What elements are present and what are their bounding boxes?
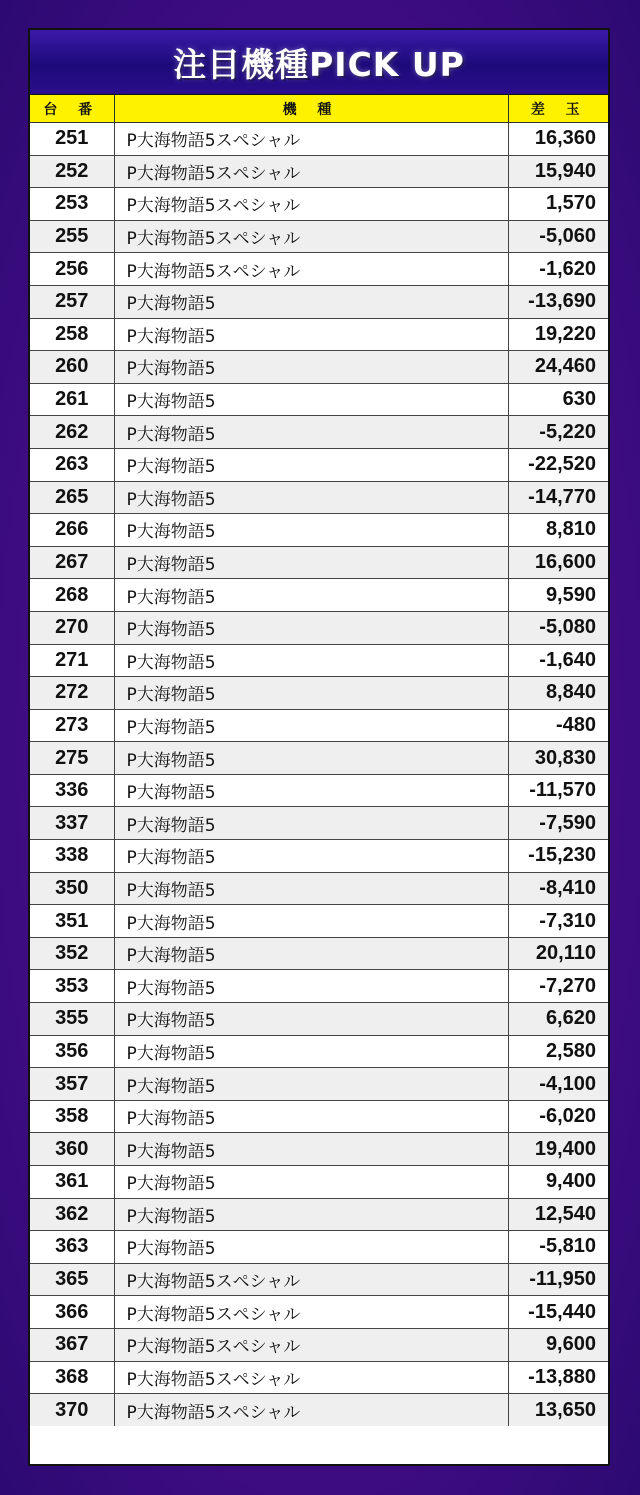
- table-row: [30, 677, 610, 710]
- ball-difference: 16,600: [508, 546, 610, 579]
- table-row: [30, 123, 610, 156]
- machine-type: P大海物語5: [114, 937, 508, 970]
- table-row: [30, 1296, 610, 1329]
- table-row: [30, 872, 610, 905]
- machine-number: 268: [30, 579, 114, 612]
- table-row: [30, 807, 610, 840]
- machine-type: P大海物語5: [114, 285, 508, 318]
- ball-difference: -5,060: [508, 220, 610, 253]
- ball-difference: 9,600: [508, 1328, 610, 1361]
- machine-number: 337: [30, 807, 114, 840]
- machine-number: 368: [30, 1361, 114, 1394]
- table-row: [30, 579, 610, 612]
- table-row: [30, 253, 610, 286]
- table-row: [30, 188, 610, 221]
- table-row: [30, 220, 610, 253]
- machine-type: P大海物語5: [114, 1035, 508, 1068]
- title-bar: [30, 30, 608, 95]
- machine-number: 262: [30, 416, 114, 449]
- table-row: [30, 1394, 610, 1427]
- ball-difference: 19,400: [508, 1133, 610, 1166]
- machine-type: P大海物語5スペシャル: [114, 155, 508, 188]
- pickup-card: [28, 28, 610, 1466]
- machine-number: 355: [30, 1003, 114, 1036]
- machine-type: P大海物語5: [114, 1003, 508, 1036]
- machine-number: 261: [30, 383, 114, 416]
- machine-type: P大海物語5スペシャル: [114, 123, 508, 156]
- machine-number: 270: [30, 611, 114, 644]
- machine-type: P大海物語5: [114, 1231, 508, 1264]
- machine-type: P大海物語5スペシャル: [114, 1361, 508, 1394]
- ball-difference: -4,100: [508, 1068, 610, 1101]
- ball-difference: -13,690: [508, 285, 610, 318]
- ball-difference: -11,570: [508, 774, 610, 807]
- ball-difference: -480: [508, 709, 610, 742]
- ball-difference: 630: [508, 383, 610, 416]
- machine-type: P大海物語5スペシャル: [114, 1263, 508, 1296]
- machine-number: 258: [30, 318, 114, 351]
- ball-difference: 8,840: [508, 677, 610, 710]
- machine-type: P大海物語5: [114, 709, 508, 742]
- table-row: [30, 905, 610, 938]
- machine-type: P大海物語5スペシャル: [114, 220, 508, 253]
- table-row: [30, 1166, 610, 1199]
- machine-number: 370: [30, 1394, 114, 1427]
- ball-difference: 15,940: [508, 155, 610, 188]
- machine-number: 357: [30, 1068, 114, 1101]
- machine-type: P大海物語5: [114, 905, 508, 938]
- machine-number: 252: [30, 155, 114, 188]
- table-row: [30, 1068, 610, 1101]
- machine-type: P大海物語5: [114, 840, 508, 873]
- machine-number: 251: [30, 123, 114, 156]
- table-row: [30, 383, 610, 416]
- machine-number: 256: [30, 253, 114, 286]
- ball-difference: -6,020: [508, 1100, 610, 1133]
- machine-number: 266: [30, 514, 114, 547]
- ball-difference: 6,620: [508, 1003, 610, 1036]
- machine-type: P大海物語5スペシャル: [114, 1394, 508, 1427]
- ball-difference: 8,810: [508, 514, 610, 547]
- page-title: 注目機種PICK UP: [173, 44, 465, 84]
- table-row: [30, 481, 610, 514]
- machine-type: P大海物語5: [114, 872, 508, 905]
- machine-type: P大海物語5スペシャル: [114, 1296, 508, 1329]
- machine-number: 273: [30, 709, 114, 742]
- machine-number: 255: [30, 220, 114, 253]
- table-row: [30, 1133, 610, 1166]
- machine-type: P大海物語5: [114, 774, 508, 807]
- ball-difference: -7,310: [508, 905, 610, 938]
- machine-type: P大海物語5: [114, 416, 508, 449]
- machine-number: 338: [30, 840, 114, 873]
- table-row: [30, 1003, 610, 1036]
- table-row: [30, 742, 610, 775]
- ball-difference: 9,590: [508, 579, 610, 612]
- ball-difference: -1,620: [508, 253, 610, 286]
- machine-type: P大海物語5: [114, 579, 508, 612]
- machine-type: P大海物語5: [114, 351, 508, 384]
- machine-type: P大海物語5スペシャル: [114, 1328, 508, 1361]
- machine-number: 272: [30, 677, 114, 710]
- table-row: [30, 351, 610, 384]
- ball-difference: -8,410: [508, 872, 610, 905]
- machine-number: 360: [30, 1133, 114, 1166]
- table-row: [30, 1198, 610, 1231]
- machine-number: 336: [30, 774, 114, 807]
- table-body: [30, 123, 610, 1427]
- machine-type: P大海物語5: [114, 807, 508, 840]
- results-table: [30, 95, 610, 1426]
- machine-type: P大海物語5: [114, 742, 508, 775]
- ball-difference: 12,540: [508, 1198, 610, 1231]
- table-row: [30, 155, 610, 188]
- machine-number: 366: [30, 1296, 114, 1329]
- machine-number: 350: [30, 872, 114, 905]
- ball-difference: -5,220: [508, 416, 610, 449]
- machine-number: 358: [30, 1100, 114, 1133]
- machine-type: P大海物語5: [114, 677, 508, 710]
- ball-difference: 2,580: [508, 1035, 610, 1068]
- table-row: [30, 1263, 610, 1296]
- machine-type: P大海物語5: [114, 481, 508, 514]
- ball-difference: -5,810: [508, 1231, 610, 1264]
- ball-difference: -22,520: [508, 448, 610, 481]
- table-row: [30, 774, 610, 807]
- ball-difference: -5,080: [508, 611, 610, 644]
- table-row: [30, 611, 610, 644]
- machine-type: P大海物語5: [114, 644, 508, 677]
- ball-difference: 9,400: [508, 1166, 610, 1199]
- machine-number: 361: [30, 1166, 114, 1199]
- ball-difference: -7,270: [508, 970, 610, 1003]
- machine-type: P大海物語5: [114, 611, 508, 644]
- table-row: [30, 1100, 610, 1133]
- table-row: [30, 1035, 610, 1068]
- table-row: [30, 318, 610, 351]
- table-row: [30, 1361, 610, 1394]
- ball-difference: -15,440: [508, 1296, 610, 1329]
- ball-difference: -13,880: [508, 1361, 610, 1394]
- machine-number: 351: [30, 905, 114, 938]
- machine-type: P大海物語5: [114, 1133, 508, 1166]
- table-row: [30, 644, 610, 677]
- machine-type: P大海物語5: [114, 1166, 508, 1199]
- machine-number: 271: [30, 644, 114, 677]
- ball-difference: 19,220: [508, 318, 610, 351]
- table-row: [30, 546, 610, 579]
- machine-number: 263: [30, 448, 114, 481]
- table-row: [30, 840, 610, 873]
- machine-number: 275: [30, 742, 114, 775]
- table-row: [30, 1231, 610, 1264]
- table-row: [30, 970, 610, 1003]
- column-header-ball-difference: 差 玉: [508, 95, 610, 123]
- table-row: [30, 448, 610, 481]
- machine-type: P大海物語5スペシャル: [114, 188, 508, 221]
- ball-difference: -14,770: [508, 481, 610, 514]
- table-row: [30, 709, 610, 742]
- machine-type: P大海物語5: [114, 546, 508, 579]
- ball-difference: 30,830: [508, 742, 610, 775]
- machine-type: P大海物語5: [114, 383, 508, 416]
- machine-type: P大海物語5: [114, 1068, 508, 1101]
- machine-type: P大海物語5: [114, 970, 508, 1003]
- machine-type: P大海物語5: [114, 1100, 508, 1133]
- machine-type: P大海物語5: [114, 448, 508, 481]
- table-row: [30, 514, 610, 547]
- machine-number: 253: [30, 188, 114, 221]
- machine-number: 365: [30, 1263, 114, 1296]
- machine-number: 267: [30, 546, 114, 579]
- ball-difference: 1,570: [508, 188, 610, 221]
- machine-number: 353: [30, 970, 114, 1003]
- column-header-machine-type: 機 種: [114, 95, 508, 123]
- machine-number: 260: [30, 351, 114, 384]
- ball-difference: -11,950: [508, 1263, 610, 1296]
- machine-type: P大海物語5: [114, 514, 508, 547]
- ball-difference: 16,360: [508, 123, 610, 156]
- column-header-machine-number: 台 番: [30, 95, 114, 123]
- table-row: [30, 937, 610, 970]
- machine-number: 367: [30, 1328, 114, 1361]
- machine-number: 352: [30, 937, 114, 970]
- ball-difference: 24,460: [508, 351, 610, 384]
- machine-number: 362: [30, 1198, 114, 1231]
- ball-difference: 13,650: [508, 1394, 610, 1427]
- ball-difference: -7,590: [508, 807, 610, 840]
- ball-difference: -1,640: [508, 644, 610, 677]
- machine-number: 356: [30, 1035, 114, 1068]
- table-header-row: [30, 95, 610, 123]
- table-row: [30, 1328, 610, 1361]
- ball-difference: 20,110: [508, 937, 610, 970]
- machine-type: P大海物語5スペシャル: [114, 253, 508, 286]
- machine-number: 363: [30, 1231, 114, 1264]
- ball-difference: -15,230: [508, 840, 610, 873]
- machine-type: P大海物語5: [114, 1198, 508, 1231]
- machine-number: 265: [30, 481, 114, 514]
- machine-number: 257: [30, 285, 114, 318]
- table-row: [30, 416, 610, 449]
- table-row: [30, 285, 610, 318]
- machine-type: P大海物語5: [114, 318, 508, 351]
